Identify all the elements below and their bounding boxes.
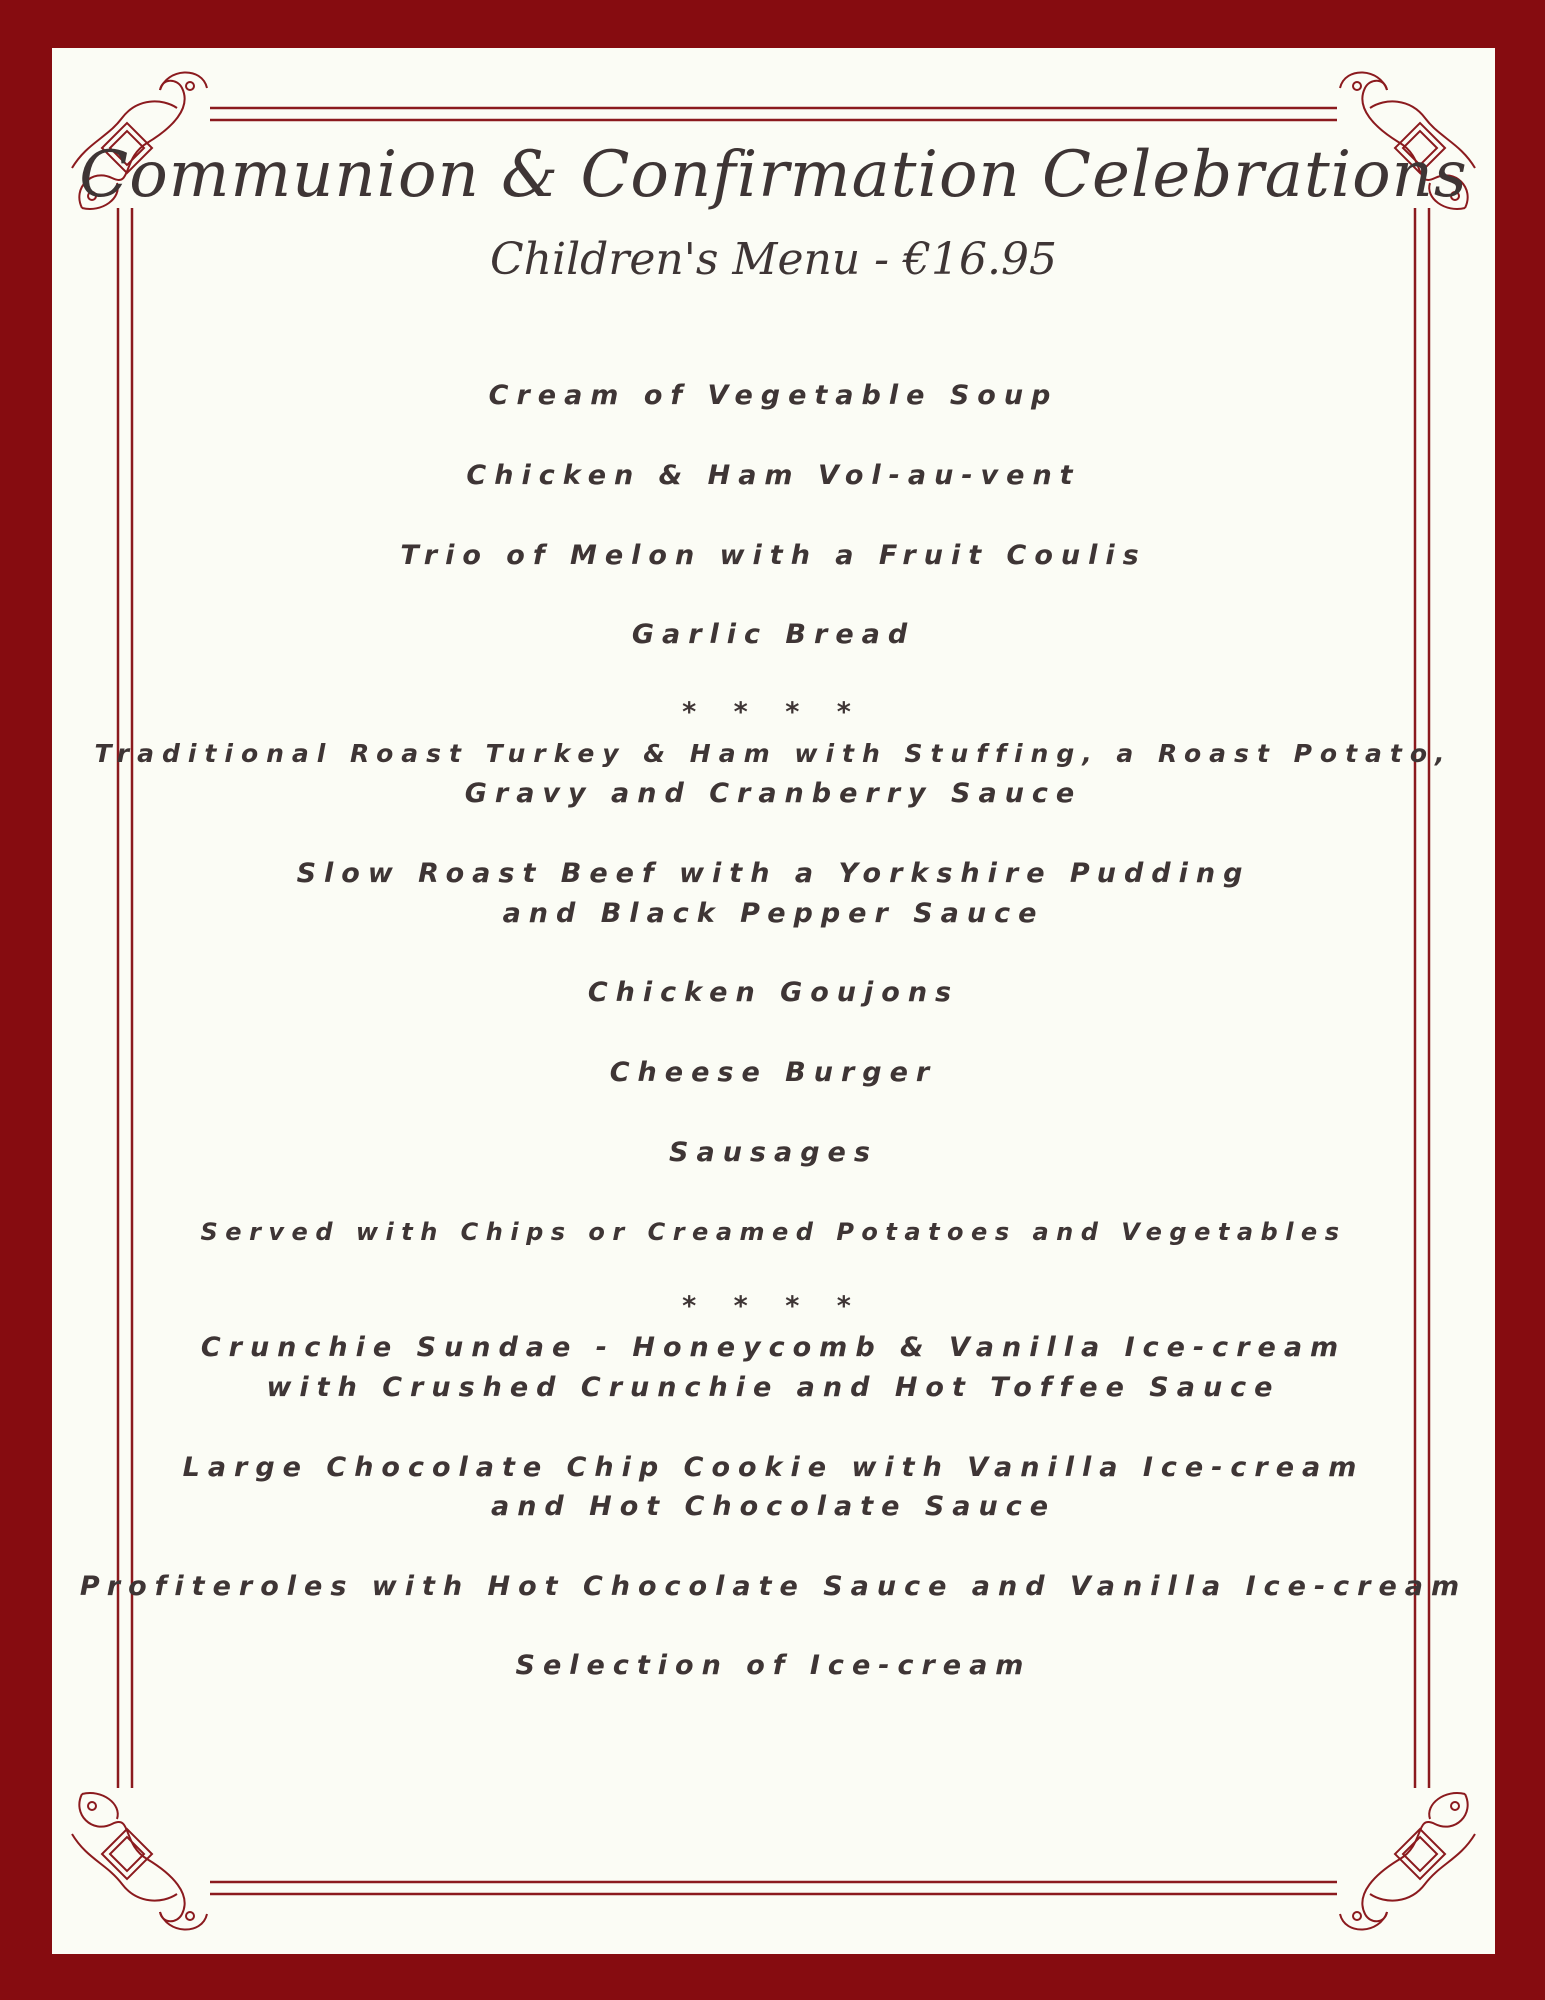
menu-item-dessert: Profiteroles with Hot Chocolate Sauce and Vanilla Ice-cream <box>79 1571 1468 1602</box>
menu-item-main: Traditional Roast Turkey & Ham with Stuffing, a Roast Potato, <box>94 739 1453 768</box>
menu-item-starter: Trio of Melon with a Fruit Coulis <box>400 540 1147 571</box>
menu-item-starter: Garlic Bread <box>631 619 916 650</box>
menu-item-dessert-cont: with Crushed Crunchie and Hot Toffee Sauce <box>266 1372 1281 1403</box>
menu-item-starter: Chicken & Ham Vol-au-vent <box>466 460 1081 491</box>
menu-item-main: Sausages <box>669 1137 878 1168</box>
menu-title: Communion & Confirmation Celebrations <box>79 138 1468 212</box>
menu-item-main: Chicken Goujons <box>587 977 960 1008</box>
menu-item-dessert-cont: and Hot Chocolate Sauce <box>490 1491 1057 1522</box>
course-separator: * * * * <box>682 1291 865 1322</box>
menu-list <box>52 48 1495 1954</box>
menu-item-dessert: Large Chocolate Chip Cookie with Vanilla Ice-cream <box>182 1452 1365 1483</box>
menu-page <box>52 48 1495 1954</box>
menu-item-main: Slow Roast Beef with a Yorkshire Pudding <box>296 858 1251 889</box>
menu-item-main-cont: and Black Pepper Sauce <box>502 898 1045 929</box>
menu-item-main: Cheese Burger <box>609 1057 938 1088</box>
menu-item-dessert: Selection of Ice-cream <box>515 1650 1032 1681</box>
menu-subtitle: Children's Menu - €16.95 <box>490 234 1057 285</box>
menu-item-main-cont: Gravy and Cranberry Sauce <box>464 778 1083 809</box>
course-separator: * * * * <box>682 697 865 728</box>
menu-item-dessert: Crunchie Sundae - Honeycomb & Vanilla Ice-cream <box>200 1332 1347 1363</box>
mains-note: Served with Chips or Creamed Potatoes and Vegetables <box>200 1218 1347 1246</box>
menu-item-starter: Cream of Vegetable Soup <box>488 380 1059 411</box>
